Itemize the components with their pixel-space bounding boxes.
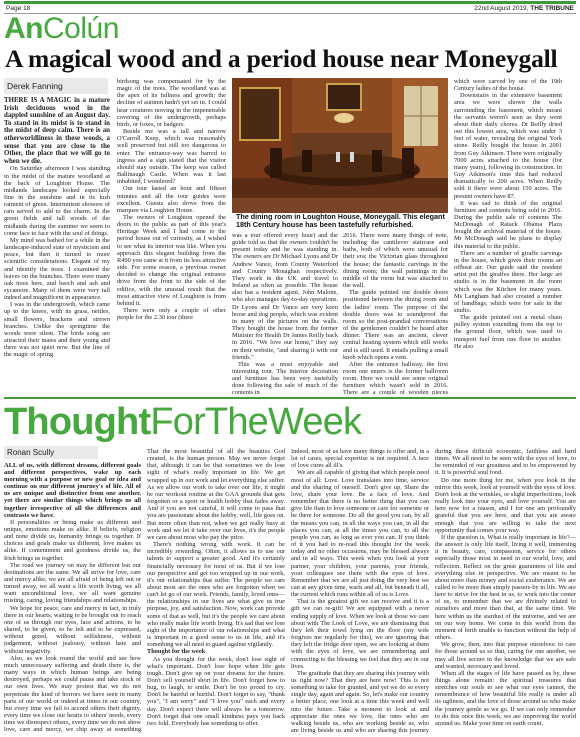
article-byline: Derek Fanning [4,78,108,94]
article-column-3: was a tour offered every hour) and the guide told us that the owners couldn't be present today and he was standing in. The owners are Dr Michael Lyons and Dr Andrew Vance, from County Waterford and County Monaghan respectively. They work in the UK and travel to Ireland as often as possible. The house also has a resident agent, John Malone, who also manages day-to-day operations. Dr Lyons and Dr Vance are very keen horse and dog people, which was evident in many of the pictures on the walls. They bought the house from the former Minister for Health Dr James Reilly back in 2016. "We love our home," they say on their website, "and sharing it with our friends." This was a most enjoyable and interesting tour. The interior decoration and furniture has been very tastefully done following the sale of much of the contents in [232,232,338,395]
article-column-2: birdsong was compensated for by the magic of the trees. The woodland was at the apex of its fullness and growth; the decline of autumn hadn't yet set in. I could hear creatures moving in the impenetrable covering of the undergrowth, perhaps birds, or foxes, or badgers. Beside me was a tall and narrow O'Carroll Keep, which was reasonably well preserved but still too dangerous to enter. The entrance-way was barred to ingress and a sign stated that the visitor should stay outside. The keep was called Ballinaugh Castle. When was it last inhabited, I wondered? Our tour lasted an hour and fifteen minutes and all the tour guides were excellent. Guests also drove from the marquee via Loughton House. The owners of Loughton opened the doors to the public as part of this year's Heritage Week and I had come to the period house out of curiosity, as I wished to see what its interior was like. When you approach this elegant building from the R490 you came at it from its less attractive side. For some reason, a previous owner decided to change the original entrance drive from the front to the side of the edifice, with the unusual result that the most attractive view of Loughton is from behind it. There were only a couple of other people for the 2.30 tour (there [117,78,226,322]
thought-subheading: Thought for the week [147,648,206,656]
issue-date: 22nd August 2019, THE TRIBUNE [474,5,574,12]
page-number: Page 18 [6,5,31,12]
thought-column-1: ALL of us, with different dreams, different goals and different perspectives, wake up each morning with a purpose or new goal or idea and continue on our different journey's of life. All of us are unique and distinctive from one another, yet there are similar things which brings us all together irrespective of all the differences and contrasts we have. If personalities or being make us different and unique, emotions make us alike. If beliefs, religion and none divide us, humanity brings us together. If choices and goals make us different, love makes us alike. If contentment and goodness divide us, the Irish brings us together. The road we journey on may be different but our destinations are the same. We all strive for love, care and mercy alike, we are all afraid of being left out or turned away, we all want a life worth living, we all want unconditional love, we all want genuine trusting, caring, loving friendships and relationships. We hope for peace, care and mercy in fact, in truly there in our hearts, waiting to be brought out to reach one of us through our eyes, face and actions, to be shared, to be given, to be felt and to be expressed, without greed, without selfishness, without judgement, without jealousy, without hate and without negativity. Also, as we look round the world and see how much unnecessary suffering and death there is, the many ways in which human beings are being destroyed, perhaps we could pause and take stock of our own lives. We may protest that we do not perpetrate the kind of horrors we have seen in many parts of our world or indeed at times in our country, but every time we fail to accord others their dignity, every time we close our hearts to others' needs, every time we disrespect others, every time we do not show love, care and mercy, we chip away at something [4,462,141,734]
article-headline: A magical wood and a period house near Moneygall [5,44,558,73]
article-column-5: which were carved by one of the 19th Century ladies of the house. Downstairs in the extensive basement area we were shown the walls surrounding the basement, which meant the servants weren't seen as they went about their daily chores. Dr Reilly dried out this lowest area, which was under 3 feet of water, revealing the original York stone. Reilly bought the house in 2001 from Guy Atkinson. There were originally 7000 acres attached to the house (for many years), following its construction. In Guy Atkinson's time this had reduced dramatically to 200 acres. When Reilly sold it there were about 150 acres. The present owners have 87. It was sad to think of the original furniture and contents being sold in 2016. During the public sale of contents The McDonagh of Ratack Obama Plaza bought the archival material of the house. Mr McDonagh said he plans to display this material to the public. There are a number of giraffe carvings in the house, which gives their rooms an offbeat air. Our guide said the resident artist put the giraffes there. Her large art studio is in the basement in the room which was the Kitchen for many years. Ms Langham had also created a number of handbags, which were for sale in the studio. The guide pointed out a metal chain pulley system extending from the top to the ground floor, which was used to transport fuel from one floor to another. He also [454,78,562,350]
thought-byline: Ronan Scully [4,446,98,459]
dining-room-photo [232,78,448,213]
top-rule [4,1,576,4]
photo-caption: The dining room in Loughton House, Moneygall. This elegant 18th Century house has been tastefully refurbished. [236,212,445,230]
section-title: AnColún [4,12,119,45]
thought-column-4: during these difficult economic, faithless and hard times. We all need to be seen with the eyes of love, to be reminded of our greatness and to be empowered by it. It is powerful soul food. Do one more thing for me, when you look in the mirror this week, look at yourself with the eyes of love. Don't look at the wrinkles, or slight imperfections, look really look into your eyes, and love yourself. You are here now for a reason, and I for one am profoundly grateful that you are here, and that you are aware enough that you are willing to take the next opportunity that comes your way. If the question is, What is really important in life?—the answer is only life itself, living it well, immersing it in beauty, care, compassion, service for others especially those most in need in our world, love, and reflection. Reflect on the great guarantees of life and everything else in perspective. We are meant to be about more than money and social exuberance. We are called to be more than simply passers-by in life. We are here to strive for the best in us, to work into the center of us, to remember that we are divinely related to ourselves and more than that, at the same time. We here within us the stardust of the universe, and we are on our way home. We come to this world from the moment of birth unable to function without the help of others. We grow, then, into that purpose ourselves: to care for those around us so that, caring for one another, we may all live secure in the knowledge that we are safe and wanted, necessary and loved. When all the stages of life have passed us by, these things alone remain: the spiritual treasures that stretches our souls to see what our eyes cannot, the remembrance of how beautiful life really is under all its ugliness, and the love of those around us who make the journey gentle as we go. If we can only remember to do this once this week, we are improving the world around us. Make your time on earth count. [435,448,576,727]
article-column-4: 2016. There were many things of note, including the cantilever staircase and baths, both of which were unusual for their era; the Victorian glass throughout the house; the fantastic carvings in the dining room; the wall paintings in the middle of the room but was attached to the wall. The guide pointed out double doors positioned between the dining room and the ladies' room. The purpose of the double doors was to soundproof the room so the post-prandial conversations of the gentlemen couldn't be heard after dinner. There was an ancient, clever central heating system which still works and is still used. It entails pulling a small knob which opens a vent. After the entrance hallway, the first room one enters is the former ballroom room. Here we could see some original furniture which wasn't sold in 2016. There are a couple of wooden pieces [343,232,448,395]
article-column-1: THERE IS A MAGIC in a mature Irish deciduous wood in the dappled sunshine of an August day. To stand in its midst is to stand in the midst of deep calm. There is an otherworldliness in these woods, a sense that you are close to the Other, the place that we will go to when we die. On Saturday afternoon I was standing in the midst of the mature woodland at the back of Loughton House. The midlands landscape looked especially fine in the sunshine and in its lush raiment of green. Intermittent showers of rain served to add to the charm. In the green fields and tall woods of the midlands during the summer we seem to come face to face with the soul of things. My mind was bathed for a while in the landscape-induced state of mysticism and peace, but then it turned to more scientific considerations. Elegant of my and identify the trees. I examined the leaves on the branches. There were many oak trees here, and beech and ash and sycamore. Many of them were very tall indeed and magnificent in appearance. I was in the undergrowth, which came up to the knees, with its grass, nettles, small flowers, brackens and strewn branches. Unlike the springtime the woods were silent. The birds song are attracted their mates and their young and there was not quiet now. But the line of the magic of spring [4,97,110,359]
thought-column-3: Indeed, most of us have many things to offer and, in a lot of cases, special expertise is not required. A face of love cures all ill's. We are all capable of giving that which people need most of all: Love. Love translates into time, service and the sharing of oneself. Don't give up. Share the love, share your love. Be a face of love. And remember that there is no better thing that you can give life than to love someone or care for someone or be there for someone. Do all the good you can, by all the means you can, in all the ways you can, in all the places you can, at all the times you can, to all the people you can, as long as ever you can. If you think of it you had to re-read this thought for the week today and no other occasions, may be blessed always and in all ways. This week when you look at your partner, your children, your parents, your friends, your colleagues see them with the eyes of love. Remember that we are all just doing the very best we can at any given time, warts and all, but beneath it all, the current which runs within all of us is Love. That is the greatest gift we can receive and it is a gift we can re-gift! We are equipped with a never ending supply of love. When we look at those we care about with The Look of Love, we are dismissing that they left their towel lying on the floor (my wife forgives me regularly for this), we are ignoring that they left the fridge door open, we are looking at them with the eyes of love, we are remembering and connecting to the blessing we feel that they are in our lives. The gratitude that they are sharing this journey with us right now? That they are here now! This is not something to take for granted, and yet we do so every single day, again and again. So, let's make our country a better place, one look at a time this week and well into the future. Take a moment to look at and appreciate the ones we love, the ones who are walking beside us, who are working beside us, who are living beside us and who are sharing this journey [291,448,429,735]
publication-name: THE TRIBUNE [530,5,574,12]
thought-for-the-week-title: ThoughtForTheWeek [4,401,362,443]
section-divider [4,397,576,399]
thought-column-2: That the most beautiful of all the beauties God created, is the human person. May we never forget that, although it can be that sometimes we do lose sight of what's really important in life. We get wrapped up in our work and let everything else suffer. As we allow our work to take over our life, it might be our workout routine at the GAA grounds that gets forgotten or a sport or health hobby that fades away. And if you are not careful, it will come to pass that you are passionate about the hobby, well, life goes on. But more often than not, when we get really busy at work and we let it take over our lives, it's the people we care about most who pay the price. There's nothing wrong with work. It can be incredibly rewarding. Often, it allows us to use our talents to support a greater good. And it's certainly financially necessary for most of us. But if we lose our perspective and get too wrapped up in our work, it's our relationships that suffer. The people we care about most are the ones who are forgotten when we can't let go of our work. Friends, family, loved ones—the relationships in our lives are what give us true purpose, joy, and satisfaction. Now, work can provide some of that as well, but it's the people we care about who really make life worth living. It's sad that we lose sight of the importance of our relationships and what is important in a good sense to us in life, and it's something we all need to guard against vigilantly. Thought for the week As you thought for the week, don't lose sight of what's important. Don't lose hope when life gets tough. Don't give up on your dreams for the future. Don't sell yourself short in life. Don't forget how to hug, to laugh, to smile. Don't be too proud to cry. Don't be hateful or hurtful. Don't forget to say, "thank you", "I am sorry" and "I love you" each and every day. Don't expect there will always be a tomorrow. Don't forget that one small kindness pays you back two fold. Everybody has something to offer. [147,448,285,727]
